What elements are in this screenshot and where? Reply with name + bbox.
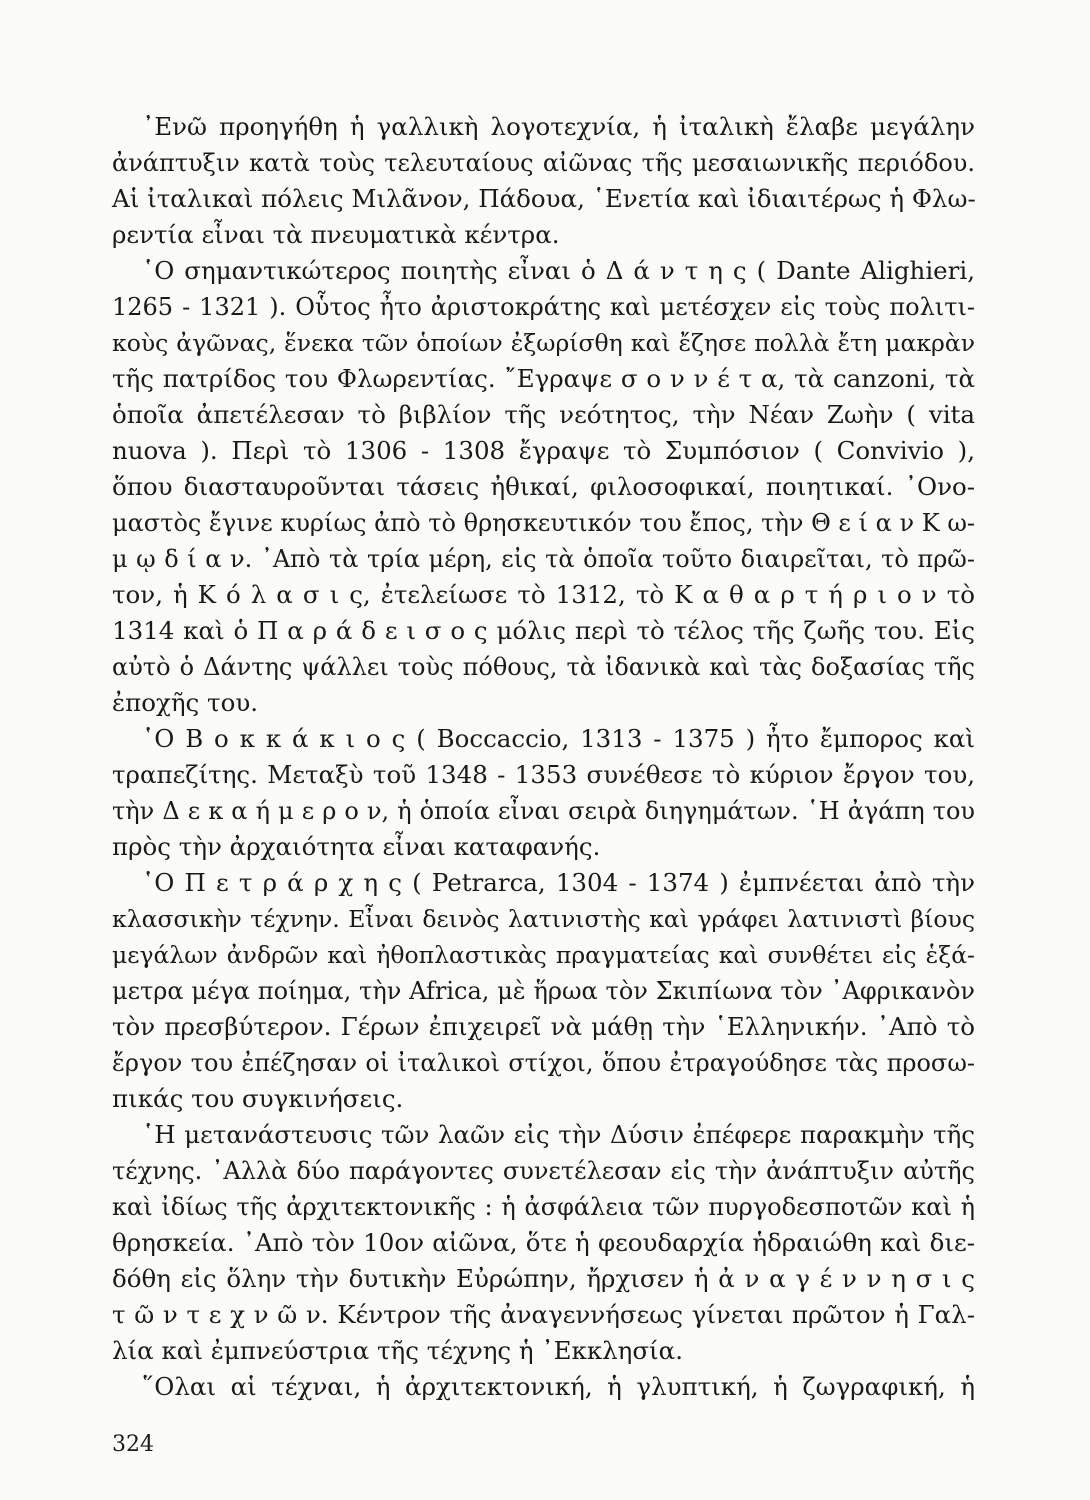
text-line: αὐτὸ ὁ Δάντης ψάλλει τοὺς πόθους, τὰ ἰδανικὰ καὶ τὰς δοξασίας τῆς (112, 653, 975, 681)
text-line: ᾿Ενῶ προηγήθη ἡ γαλλικὴ λογοτεχνία, ἡ ἰταλικὴ ἔλαβε μεγάλην (142, 112, 975, 141)
text-line: μετρα μέγα ποίημα, τὴν Africa, μὲ ἥρωα τὸν Σκιπίωνα τὸν ᾿Αφρικανὸν (112, 977, 975, 1005)
text-line: Αἱ ἰταλικαὶ πόλεις Μιλᾶνον, Πάδουα, ῾Ενετία καὶ ἰδιαιτέρως ἡ Φλω- (112, 184, 976, 213)
text-line: ῾Ο Π ε τ ρ ά ρ χ η ς ( Petrarca, 1304 - 1374 ) ἐμπνέεται ἀπὸ τὴν (142, 868, 975, 897)
text-line: 1314 καὶ ὁ Π α ρ ά δ ε ι σ ο ς μόλις περὶ τὸ τέλος τῆς ζωῆς του. Εἰς (112, 616, 975, 645)
text-line: κοὺς ἀγῶνας, ἕνεκα τῶν ὁποίων ἐξωρίσθη καὶ ἔζησε πολλὰ ἔτη μακρὰν (112, 329, 975, 357)
text-line: τέχνης. ᾿Αλλὰ δύο παράγοντες συνετέλεσαν εἰς τὴν ἀνάπτυξιν αὐτῆς (112, 1157, 975, 1185)
text-line: κλασσικὴν τέχνην. Εἶναι δεινὸς λατινιστὴς καὶ γράφει λατινιστὶ βίους (112, 905, 975, 933)
text-line: θρησκεία. ᾿Απὸ τὸν 10ον αἰῶνα, ὅτε ἡ φεουδαρχία ἡδραιώθη καὶ διε- (112, 1228, 975, 1257)
text-line: τον, ἡ Κ ό λ α σ ι ς, ἐτελείωσε τὸ 1312, τὸ Κ α θ α ρ τ ή ρ ι ο ν τὸ (112, 580, 975, 609)
text-line: ὅπου διασταυροῦνται τάσεις ἠθικαί, φιλοσοφικαί, ποιητικαί. ᾿Ονο- (112, 472, 975, 501)
page-number: 324 (112, 1432, 154, 1457)
text-line: ἐποχῆς του. (112, 688, 259, 717)
text-line: ῾Ο σημαντικώτερος ποιητὴς εἶναι ὁ Δ ά ν τ η ς ( Dante Alighieri, (142, 256, 975, 285)
text-line: πικάς του συγκινήσεις. (112, 1084, 404, 1113)
text-line: καὶ ἰδίως τῆς ἀρχιτεκτονικῆς : ἡ ἀσφάλεια τῶν πυργοδεσποτῶν καὶ ἡ (112, 1193, 975, 1221)
text-line: τὴν Δ ε κ α ή μ ε ρ ο ν, ἡ ὁποία εἶναι σειρὰ διηγημάτων. ῾Η ἀγάπη του (112, 797, 975, 825)
book-page-text (112, 112, 975, 1442)
text-line: τ ῶ ν τ ε χ ν ῶ ν. Κέντρον τῆς ἀναγεννήσεως γίνεται πρῶτον ἡ Γαλ- (112, 1300, 975, 1329)
text-line: μεγάλων ἀνδρῶν καὶ ἠθοπλαστικὰς πραγματείας καὶ συνθέτει εἰς ἑξά- (112, 941, 975, 969)
text-line: μαστὸς ἔγινε κυρίως ἀπὸ τὸ θρησκευτικόν του ἔπος, τὴν Θ ε ί α ν Κ ω- (112, 509, 975, 537)
text-line: ῾Ο Β ο κ κ ά κ ι ο ς ( Boccaccio, 1313 - 1375 ) ἦτο ἔμπορος καὶ (142, 724, 975, 753)
text-line: μ ῳ δ ί α ν. ᾿Απὸ τὰ τρία μέρη, εἰς τὰ ὁποῖα τοῦτο διαιρεῖται, τὸ πρῶ- (112, 545, 975, 573)
text-line: λία καὶ ἐμπνεύστρια τῆς τέχνης ἡ ᾿Εκκλησία. (112, 1336, 684, 1365)
text-line: τὸν πρεσβύτερον. Γέρων ἐπιχειρεῖ νὰ μάθῃ τὴν ῾Ελληνικήν. ᾿Απὸ τὸ (112, 1012, 975, 1041)
text-line: ὁποῖα ἀπετέλεσαν τὸ βιβλίον τῆς νεότητος, τὴν Νέαν Ζωὴν ( vita (112, 400, 975, 429)
text-line: ῞Ολαι αἱ τέχναι, ἡ ἀρχιτεκτονική, ἡ γλυπτική, ἡ ζωγραφική, ἡ (142, 1372, 975, 1401)
text-line: 1265 - 1321 ). Οὗτος ἦτο ἀριστοκράτης καὶ μετέσχεν εἰς τοὺς πολιτι- (112, 293, 975, 321)
text-line: δόθη εἰς ὅλην τὴν δυτικὴν Εὐρώπην, ἤρχισεν ἡ ἀ ν α γ έ ν ν η σ ι ς (112, 1264, 975, 1293)
text-line: τῆς πατρίδος του Φλωρεντίας. ῎Εγραψε σ ο ν ν έ τ α, τὰ canzoni, τὰ (112, 364, 975, 393)
text-line: ῾Η μετανάστευσις τῶν λαῶν εἰς τὴν Δύσιν ἐπέφερε παρακμὴν τῆς (142, 1120, 975, 1149)
text-line: ἀνάπτυξιν κατὰ τοὺς τελευταίους αἰῶνας τῆς μεσαιωνικῆς περιόδου. (112, 149, 975, 177)
text-line: nuova ). Περὶ τὸ 1306 - 1308 ἔγραψε τὸ Συμπόσιον ( Convivio ), (112, 436, 975, 465)
text-line: ἔργον του ἐπέζησαν οἱ ἰταλικοὶ στίχοι, ὅπου ἐτραγούδησε τὰς προσω- (112, 1049, 975, 1077)
text-line: πρὸς τὴν ἀρχαιότητα εἶναι καταφανής. (112, 832, 601, 861)
text-line: ρεντία εἶναι τὰ πνευματικὰ κέντρα. (112, 220, 560, 249)
text-line: τραπεζίτης. Μεταξὺ τοῦ 1348 - 1353 συνέθεσε τὸ κύριον ἔργον του, (112, 760, 975, 789)
